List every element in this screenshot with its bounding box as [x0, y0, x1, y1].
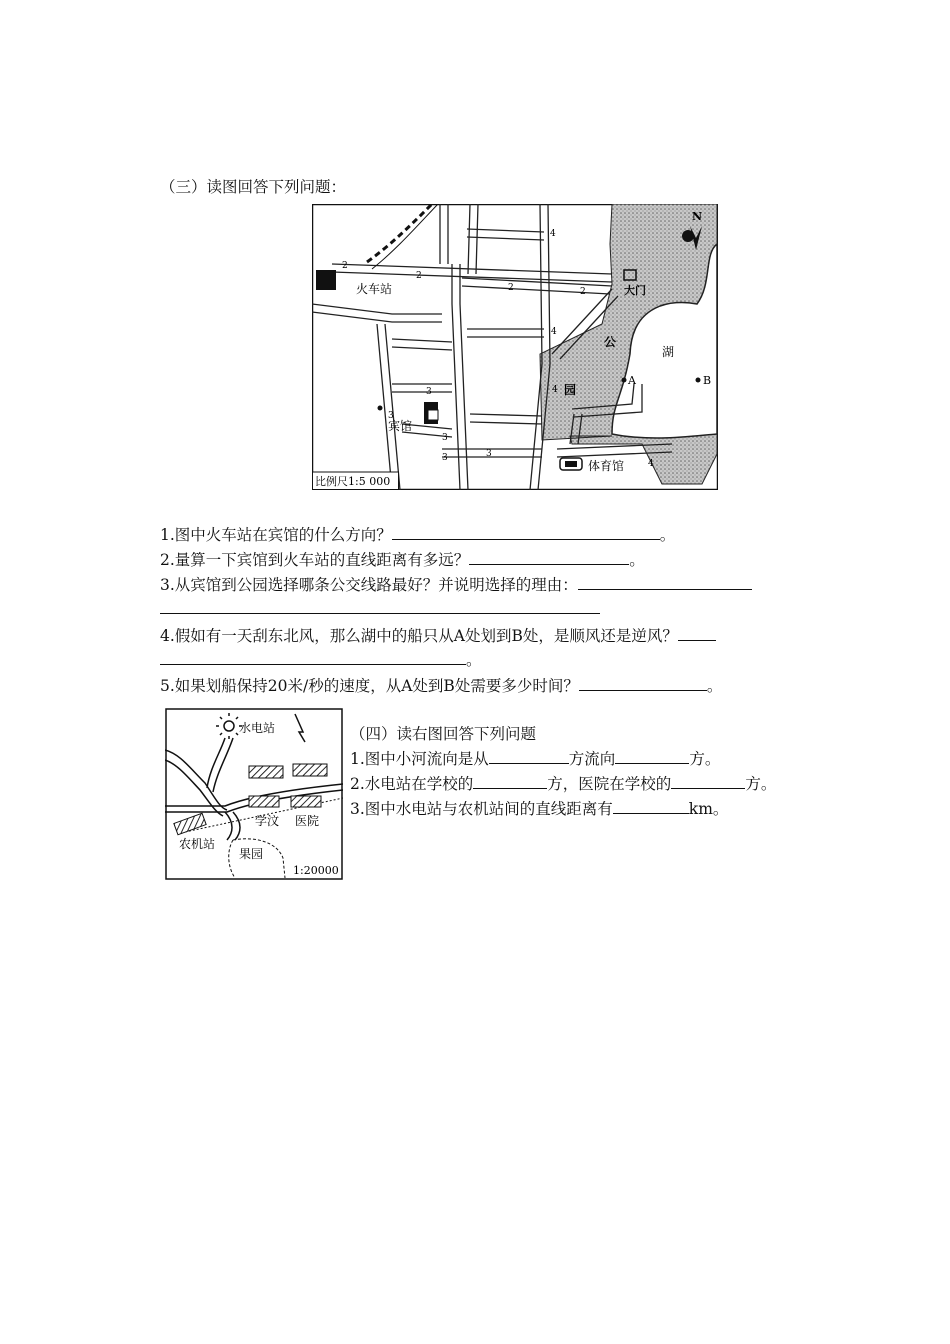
train-station-building	[316, 270, 336, 290]
answer-blank[interactable]	[489, 748, 569, 764]
answer-blank[interactable]	[613, 798, 689, 814]
hospital-label: 医院	[295, 814, 320, 828]
route-label: 4	[552, 385, 558, 395]
answer-blank[interactable]	[469, 549, 629, 565]
answer-blank[interactable]	[671, 773, 745, 789]
question-3-1: 1.图中火车站在宾馆的什么方向？ 。	[160, 526, 676, 544]
map1-scale: 比例尺1:5 000	[315, 475, 391, 488]
route-label: 2	[342, 261, 348, 271]
route-label: 4	[550, 229, 556, 239]
building	[293, 764, 327, 776]
stadium-label: 体育馆	[588, 459, 625, 473]
hotel-label: 宾馆	[388, 419, 413, 433]
section3-title: （三）读图回答下列问题：	[160, 178, 347, 196]
school-building	[249, 796, 279, 807]
question-3-4-cont: 。	[160, 649, 482, 671]
answer-blank[interactable]	[578, 574, 752, 590]
question-4-3: 3.图中水电站与农机站间的直线距离有 km。	[350, 800, 729, 818]
train-station-label: 火车站	[356, 282, 393, 296]
question-3-2: 2.量算一下宾馆到火车站的直线距离有多远？ 。	[160, 551, 645, 569]
point-b-label: B	[703, 374, 712, 387]
route-label: 3	[486, 449, 492, 459]
hospital-building	[291, 796, 321, 807]
gate-label: 大门	[624, 284, 646, 297]
city-park-map	[312, 204, 718, 490]
river-map	[165, 708, 343, 880]
route-label: 3	[442, 433, 448, 443]
section4-title: （四）读右图回答下列问题	[350, 725, 537, 743]
park-label-2: 园	[564, 383, 577, 397]
answer-blank[interactable]	[160, 598, 600, 614]
route-label: 3	[388, 411, 394, 421]
school-label: 学汶	[255, 814, 280, 828]
farm-station-label: 农机站	[179, 837, 216, 851]
answer-blank[interactable]	[678, 625, 716, 641]
lake-label: 湖	[662, 345, 675, 359]
hydro-label: 水电站	[239, 721, 276, 735]
answer-blank[interactable]	[392, 524, 660, 540]
park-label-1: 公	[604, 335, 617, 349]
question-3-4: 4.假如有一天刮东北风，那么湖中的船只从A处划到B处，是顺风还是逆风？	[160, 625, 716, 647]
route-label: 4	[551, 327, 557, 337]
route-label: 2	[580, 287, 586, 297]
route-label: 3	[426, 387, 432, 397]
answer-blank[interactable]	[615, 748, 689, 764]
answer-blank[interactable]	[160, 649, 466, 665]
map2-scale: 1:20000	[293, 864, 339, 877]
route-label: 2	[416, 271, 422, 281]
route-label: 2	[508, 283, 514, 293]
answer-blank[interactable]	[473, 773, 547, 789]
point-a-label: A	[628, 374, 636, 387]
route-label: 4	[648, 459, 654, 469]
north-label: N	[692, 210, 703, 223]
building	[249, 766, 283, 778]
orchard-label: 果园	[239, 847, 264, 861]
route-label: 3	[442, 453, 448, 463]
question-4-2: 2.水电站在学校的 方，医院在学校的 方。	[350, 775, 777, 793]
question-3-5: 5.如果划船保持20米/秒的速度，从A处到B处需要多少时间？ 。	[160, 677, 723, 695]
question-3-3: 3.从宾馆到公园选择哪条公交线路最好？并说明选择的理由：	[160, 574, 752, 596]
question-3-3-cont	[160, 598, 600, 620]
answer-blank[interactable]	[579, 675, 707, 691]
question-4-1: 1.图中小河流向是从 方流向 方。	[350, 750, 721, 768]
